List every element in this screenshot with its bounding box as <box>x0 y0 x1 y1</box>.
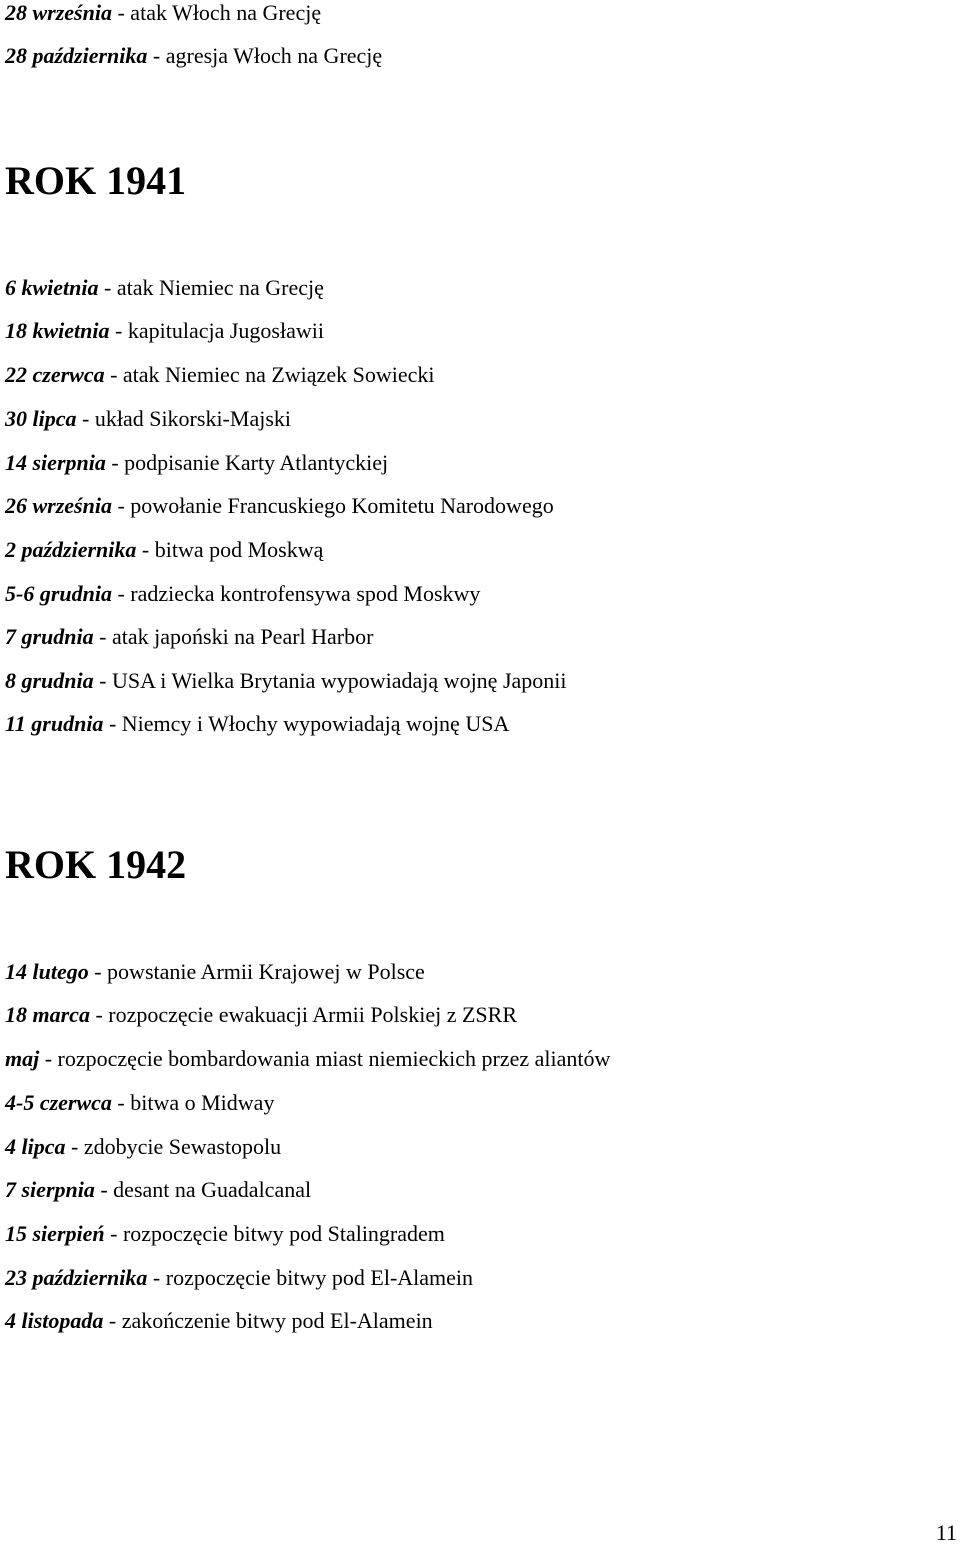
timeline-entry <box>5 43 382 69</box>
entry-text: - zdobycie Sewastopolu <box>65 1134 282 1159</box>
timeline-entry <box>5 668 567 694</box>
timeline-entry <box>5 406 291 432</box>
entry-text: - USA i Wielka Brytania wypowiadają wojnę Japonii <box>93 668 567 693</box>
timeline-entry <box>5 450 388 476</box>
timeline-entry <box>5 0 321 26</box>
entry-text: - bitwa pod Moskwą <box>136 537 324 562</box>
entry-text: - desant na Guadalcanal <box>94 1177 312 1202</box>
section-heading-1942: ROK 1942 <box>5 842 187 887</box>
timeline-entry <box>5 537 323 563</box>
timeline-entry <box>5 1265 473 1291</box>
timeline-entry <box>5 1046 610 1072</box>
entry-text: - układ Sikorski-Majski <box>76 406 291 431</box>
entry-text: - atak Włoch na Grecję <box>111 0 322 25</box>
entry-date: 6 kwietnia <box>5 275 99 300</box>
entry-text: - kapitulacja Jugosławii <box>109 318 324 343</box>
timeline-entry <box>5 1002 517 1028</box>
entry-date: 18 kwietnia <box>5 318 110 343</box>
page-number: 11 <box>935 1520 957 1545</box>
entry-text: - atak japoński na Pearl Harbor <box>93 624 374 649</box>
timeline-entry <box>5 493 554 519</box>
timeline-entry <box>5 1134 281 1160</box>
entry-date: 11 grudnia <box>5 711 104 736</box>
entry-date: 8 grudnia <box>5 668 94 693</box>
timeline-entry <box>5 362 434 388</box>
timeline-entry <box>5 1177 311 1203</box>
entry-date: 15 sierpień <box>5 1221 105 1246</box>
entry-date: 4 lipca <box>5 1134 66 1159</box>
entry-text: - rozpoczęcie bombardowania miast niemieckich przez aliantów <box>39 1046 611 1071</box>
entry-date: 28 września <box>5 0 112 25</box>
entry-text: - radziecka kontrofensywa spod Moskwy <box>111 581 481 606</box>
timeline-entry <box>5 959 425 985</box>
entry-date: 7 sierpnia <box>5 1177 95 1202</box>
timeline-entry <box>5 581 480 607</box>
entry-text: - powołanie Francuskiego Komitetu Narodowego <box>111 493 554 518</box>
entry-text: - rozpoczęcie bitwy pod El-Alamein <box>147 1265 474 1290</box>
entry-date: 5-6 grudnia <box>5 581 112 606</box>
timeline-entry <box>5 624 373 650</box>
timeline-entry <box>5 275 324 301</box>
entry-text: - Niemcy i Włochy wypowiadają wojnę USA <box>103 711 510 736</box>
entry-date: 23 października <box>5 1265 148 1290</box>
entry-date: 7 grudnia <box>5 624 94 649</box>
entry-text: - zakończenie bitwy pod El-Alamein <box>103 1308 433 1333</box>
entry-date: 4-5 czerwca <box>5 1090 112 1115</box>
section-heading-1941: ROK 1941 <box>5 158 187 203</box>
entry-date: 4 listopada <box>5 1308 104 1333</box>
entry-text: - powstanie Armii Krajowej w Polsce <box>88 959 425 984</box>
entry-date: 2 października <box>5 537 137 562</box>
timeline-entry <box>5 711 509 737</box>
entry-date: 30 lipca <box>5 406 77 431</box>
entry-date: 22 czerwca <box>5 362 105 387</box>
entry-date: 14 lutego <box>5 959 89 984</box>
entry-date: 26 września <box>5 493 112 518</box>
entry-text: - bitwa o Midway <box>111 1090 275 1115</box>
entry-text: - agresja Włoch na Grecję <box>147 43 383 68</box>
entry-text: - podpisanie Karty Atlantyckiej <box>105 450 389 475</box>
entry-date: maj <box>5 1046 40 1071</box>
entry-date: 14 sierpnia <box>5 450 106 475</box>
entry-text: - rozpoczęcie bitwy pod Stalingradem <box>104 1221 445 1246</box>
entry-text: - rozpoczęcie ewakuacji Armii Polskiej z ZSRR <box>89 1002 517 1027</box>
entry-text: - atak Niemiec na Związek Sowiecki <box>104 362 435 387</box>
timeline-entry <box>5 1308 433 1334</box>
timeline-entry <box>5 1221 445 1247</box>
timeline-entry <box>5 318 324 344</box>
timeline-entry <box>5 1090 274 1116</box>
entry-date: 18 marca <box>5 1002 90 1027</box>
entry-date: 28 października <box>5 43 148 68</box>
entry-text: - atak Niemiec na Grecję <box>98 275 324 300</box>
